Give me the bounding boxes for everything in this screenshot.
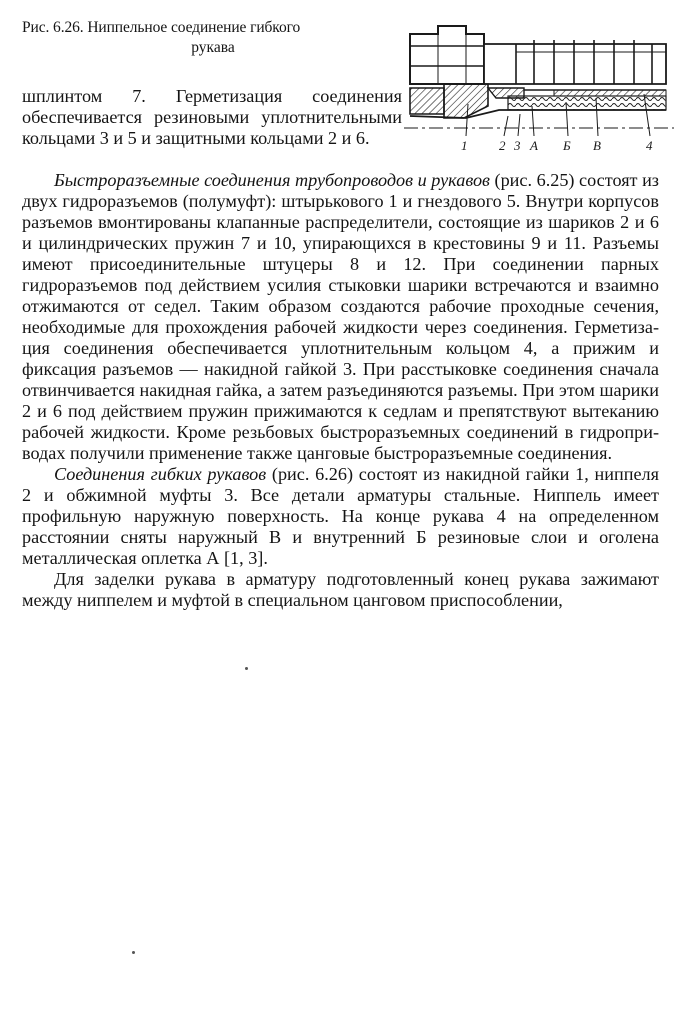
figure-caption-line-2: рукава — [191, 39, 235, 56]
figure-hose-fitting-drawing — [404, 18, 674, 158]
figure-label-1: 1 — [461, 138, 468, 153]
figure-label-V: В — [593, 138, 601, 153]
paragraph-quick-connect-lead: Быстроразъемные соединения трубопроводов и рукавов — [54, 170, 490, 190]
wrapped-column — [22, 86, 402, 149]
main-text — [22, 170, 659, 611]
paragraph-continuation: шплинтом 7. Герметизация соединения обеспечивается резиновыми уплотнительными кольцами 3 и 5 и защитными кольцами 2 и 6. — [22, 86, 402, 148]
paragraph-quick-connect-body: (рис. 6.25) состоят из двух гидроразъемов (полумуфт): штырькового 1 и гнездового 5. Внутри корпусов разъемов вмонтированы клапанные распределители, состоящие из шариков 2 и 6 и цилиндрических пружин 7 и 10, упирающихся в крестовины 9 и 11. Разъемы имеют присоединительные штуцеры 8 и 12. При соединении парных гидроразъемов под действием усилия стыковки шарики встречаются и взаимно отжимаются от седел. Таким образом создаются рабочие проходные сечения, необходимые для прохождения рабочей жидкости через соединения. Герметизация соединения обеспечивается уплотнительным кольцом 4, а прижим и фиксация разъемов — накидной гайкой 3. При расстыковке соединения сначала отвинчивается накидная гайка, а затем разъединяются разъемы. При этом шарики 2 и 6 под действием пружин прижимаются к седлам и препятствуют вытеканию рабочей жидкости. Кроме резьбовых быстроразъемных соединений в гидроприводах получили применение также цанговые быстроразъемные соединения. — [22, 170, 659, 463]
hose-fitting-drawing — [404, 18, 674, 158]
figure-label-2: 2 — [499, 138, 506, 153]
paragraph-quick-connect — [22, 170, 659, 464]
figure-label-B: Б — [563, 138, 571, 153]
figure-label-3: 3 — [514, 138, 521, 153]
print-speck — [132, 951, 135, 954]
figure-caption — [22, 18, 392, 58]
figure-caption-line-1: Рис. 6.26. Ниппельное соединение гибкого — [22, 19, 301, 36]
paragraph-hose-termination: Для заделки рукава в арматуру подготовленный конец рукава зажимают между ниппелем и муфтой в специальном цанговом приспособлении, — [22, 569, 659, 610]
paragraph-hose-connections-lead: Соединения гибких рукавов — [54, 464, 267, 484]
figure-label-A: А — [530, 138, 538, 153]
figure-label-4: 4 — [646, 138, 653, 153]
paragraph-hose-connections-body: (рис. 6.26) состоят из накидной гайки 1, ниппеля 2 и обжимной муфты 3. Все детали арматуры стальные. Ниппель имеет профильную наружную поверхность. На конце рукава 4 на определенном расстоянии сняты наружный В и внутренний Б резиновые слои и оголена металлическая оплетка А [1, 3]. — [22, 464, 659, 568]
print-speck — [245, 667, 248, 670]
paragraph-hose-connections — [22, 464, 659, 569]
